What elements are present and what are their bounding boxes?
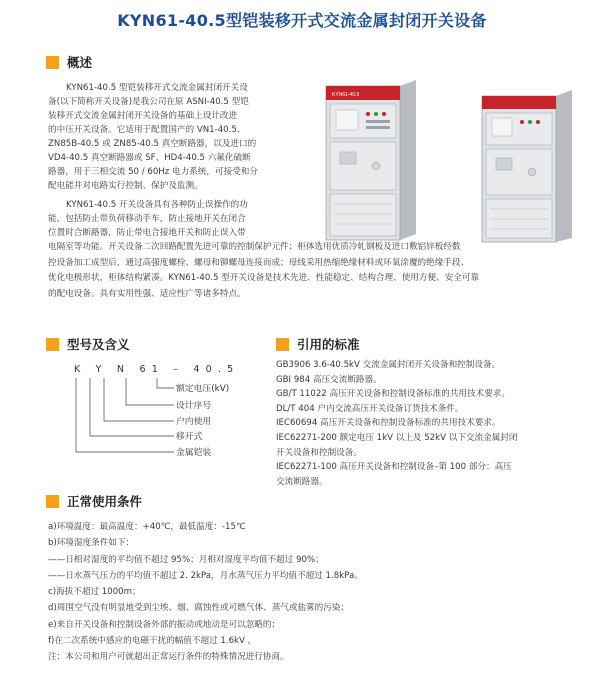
model-code-letter: N [116, 364, 131, 375]
standards-item: IEC62271-100 高压开关设备和控制设备–第 100 部分：高压 [276, 462, 512, 473]
standards-item: 交流断路器。 [276, 476, 328, 487]
standards-item: DL/T 404 户内交流高压开关设备订货技术条件。 [276, 403, 464, 414]
section-marker-icon [276, 338, 289, 351]
model-code-letter: Y [95, 364, 108, 375]
overview-heading-label: 概述 [67, 55, 93, 70]
model-code-letter: – [173, 364, 185, 375]
overview-line: 电隔室等功能。开关设备二次回路配置先进可靠的控制保护元件；柜体选用优质冷轧钢板及进口敷铝锌板经数 [48, 242, 461, 252]
overview-line: 控设备加工成型后，通过高强度螺栓、螺母和铆螺母连接而成；母线采用热缩绝缘材料或环氧涂覆的绝缘手段、 [48, 258, 470, 268]
model-heading [46, 335, 130, 353]
model-code-letter: 40.5 [193, 364, 240, 375]
conditions-heading [46, 492, 142, 510]
model-diagram-lines [60, 372, 180, 462]
cabinet-nameplate: KYN61-40.5 [332, 92, 360, 98]
standards-item: IEC62271-200 额定电压 1kV 以上及 52kV 以下交流金属封闭 [276, 432, 518, 443]
model-label: 金属铠装 [176, 448, 212, 458]
standards-heading-label: 引用的标准 [297, 337, 360, 352]
standards-item: GB/T 11022 高压开关设备和控制设备标准的共用技术要求。 [276, 389, 510, 400]
conditions-heading-label: 正常使用条件 [67, 494, 143, 509]
conditions-item: a)环境温度：最高温度：+40℃，最低温度：-15℃ [48, 522, 246, 532]
overview-line: 优化电极形状，柜体结构紧凑。KYN61-40.5 型开关设备是技术先进、性能稳定、结构合理、使用方便、安全可靠 [48, 273, 480, 283]
cabinet-left [326, 80, 416, 240]
overview-line: 位置时合断路器，防止带电合接地开关和防止误入带 [48, 228, 246, 238]
overview-line: 装移开式交流金属封闭开关设备的基础上设计改进 [48, 111, 238, 121]
model-code-letter: K [74, 364, 87, 375]
overview-line: 能，包括防止带负荷移动手车，防止接地开关在闭合 [48, 214, 246, 224]
overview-line: KYN61-40.5 型铠装移开式交流金属封闭开关设 [66, 83, 248, 93]
overview-line: 的中压开关设备。它适用于配置国产的 VN1-40.5、 [48, 125, 246, 135]
conditions-item: 注：本公司和用户可就超出正常运行条件的特殊情况进行协商。 [48, 652, 289, 663]
overview-line: 配电能并对电路实行控制、保护及监测。 [48, 181, 203, 191]
overview-line: VD4-40.5 真空断路器或 SF、HD4-40.5 六氟化硫断 [48, 153, 251, 163]
standards-item: GB3906 3.6-40.5kV 交流金属封闭开关设备和控制设备。 [276, 360, 501, 370]
conditions-item: c)海拔不超过 1000m； [48, 587, 141, 598]
conditions-item: f)在二次系统中感应的电磁干扰的幅值不超过 1.6kV ， [48, 636, 257, 647]
model-label: 户内使用 [176, 417, 212, 427]
model-heading-label: 型号及含义 [67, 337, 130, 352]
section-marker-icon [46, 56, 59, 69]
section-marker-icon [46, 338, 59, 351]
model-label: 额定电压(kV) [176, 384, 230, 394]
conditions-item: ——日相对湿度的平均值不超过 95%；月相对湿度平均值不超过 90%； [48, 554, 324, 565]
section-marker-icon [46, 495, 59, 508]
overview-line: 备(以下简称开关设备)是我公司在原 ASNI-40.5 型铠 [48, 97, 249, 107]
conditions-item: b)环境湿度条件如下： [48, 538, 135, 549]
standards-item: GBI 984 高压交流断路器。 [276, 374, 382, 385]
overview-line: 的配电设备。具有实用性强、适应性广等诸多特点。 [48, 289, 246, 299]
model-label: 设计序号 [176, 401, 212, 411]
conditions-item: d)周围空气没有明显地受到尘埃、烟、腐蚀性或可燃气体、蒸气或盐雾的污染； [48, 603, 349, 614]
standards-list [276, 358, 596, 489]
cabinet-right [482, 90, 572, 242]
standards-heading [276, 335, 360, 353]
overview-heading [46, 53, 92, 71]
conditions-item: ——日水蒸气压力的平均值不超过 2. 2kPa，月水蒸气压力平均值不超过 1.8kPa。 [48, 570, 363, 581]
standards-item: 开关设备和控制设备。 [276, 447, 362, 458]
page-title: KYN61-40.5型铠装移开式交流金属封闭开关设备 [117, 11, 487, 30]
conditions-item: e)来自开关设备和控制设备外部的振动或地动是可以忽略的； [48, 619, 281, 630]
overview-line: ZN85B-40.5 或 ZN85-40.5 真空断路器，以及进口的 [48, 139, 257, 149]
overview-line: KYN61-40.5 开关设备具有各种防止误操作的功 [66, 200, 248, 210]
model-code-letter: 61 [139, 364, 164, 375]
model-label: 移开式 [176, 432, 203, 442]
overview-line: 路器，用于三相交流 50 / 60Hz 电力系统，可接受和分 [48, 167, 258, 177]
standards-item: IEC60694 高压开关设备和控制设备标准的共用技术要求。 [276, 418, 501, 429]
switchgear-cabinets-image [304, 74, 594, 244]
conditions-list [48, 519, 363, 666]
